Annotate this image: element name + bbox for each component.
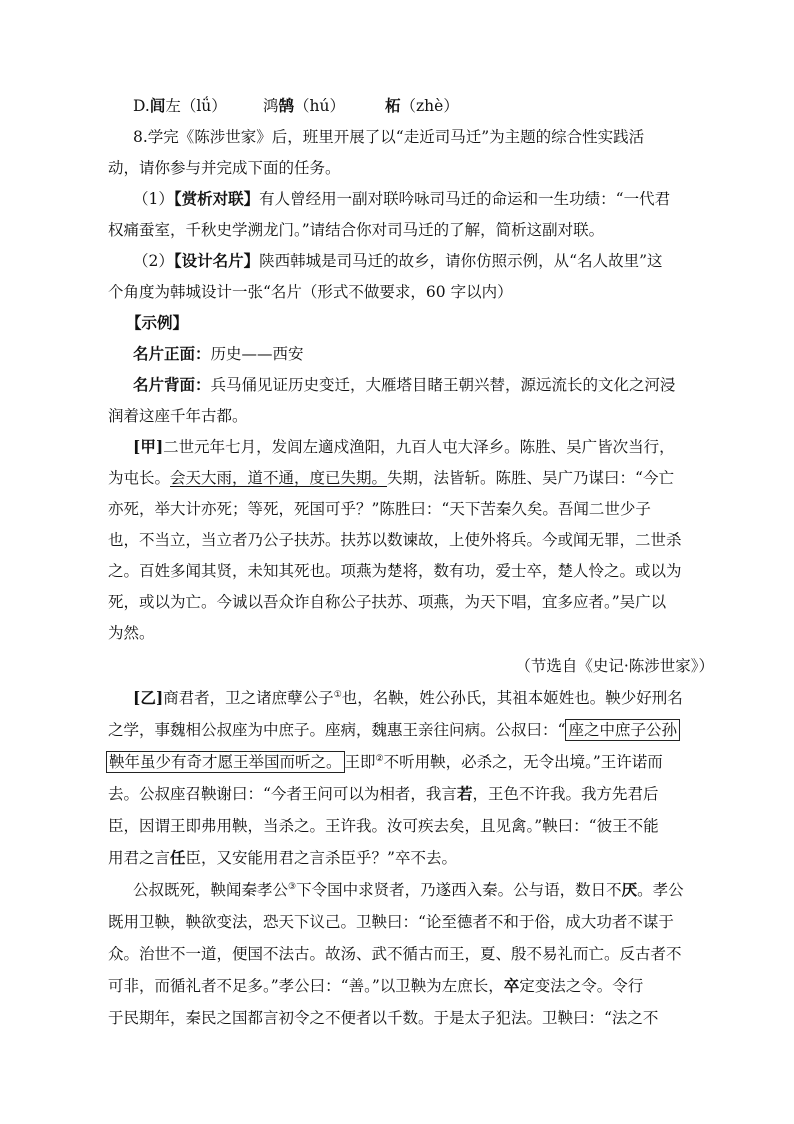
- task2-text2: 个角度为韩城设计一张“名片（形式不做要求，60 字以内）: [108, 283, 513, 301]
- passage-a-source: （节选自《史记·陈涉世家》）: [515, 657, 714, 675]
- option-d-word1-bold: 闾: [149, 96, 166, 115]
- passage-b-text3b: 不听用鞅，必杀之，无令出境。”王许诺而: [383, 753, 663, 771]
- task2-number: （2）: [133, 252, 174, 270]
- option-d-word1-rest: 左（lǘ）: [165, 97, 227, 115]
- q8-intro-line1: 8.学完《陈涉世家》后，班里开展了以“走近司马迁”为主题的综合性实践活: [133, 128, 645, 146]
- passage-b-boxed-sentence-part1: 座之中庶子公孙: [565, 719, 680, 741]
- passage-a-text2b: 失期，法皆斩。陈胜、吴广乃谋曰：“今亡: [387, 469, 674, 487]
- passage-b-text4b: ，王色不许我。我方先君后: [472, 785, 659, 803]
- passage-b-text5: 臣，因谓王即弗用鞅，当杀之。王许我。汝可疾去矣，且见禽。”鞅曰：“彼王不能: [108, 817, 659, 835]
- passage-b-bold-word-zu: 卒: [503, 976, 520, 995]
- passage-b-label: [乙]: [133, 688, 164, 707]
- option-d-word3-bold: 柘: [385, 96, 401, 115]
- card-back-text1: 兵马俑见证历史变迁，大雁塔目睹王朝兴替，源远流长的文化之河浸: [210, 376, 676, 394]
- footnote-marker-2: ②: [375, 754, 384, 764]
- passage-b-text8: 既用卫鞅，鞅欲变法，恐天下议己。卫鞅曰：“论至德者不和于俗，成大功者不谋于: [108, 913, 674, 931]
- option-d-word3-rest: （zhè）: [400, 97, 459, 115]
- option-d-label: D.: [133, 97, 150, 115]
- option-d-word2-rest: （hú）: [294, 97, 345, 115]
- passage-b-text7c: 。孝公: [637, 881, 684, 899]
- passage-a-text6: 死，或以为亡。今诚以吾众诈自称公子扶苏、项燕，为天下唱，宜多应者。”吴广以: [108, 593, 667, 611]
- footnote-marker-3: ③: [288, 882, 297, 892]
- example-label: 【示例】: [126, 313, 189, 332]
- footnote-marker-1: ①: [333, 690, 342, 700]
- task1-title: 【赏析对联】: [173, 189, 260, 208]
- task1-text1: 有人曾经用一副对联吟咏司马迁的命运和一生功绩：“一代君: [259, 190, 671, 208]
- passage-b-text7a: 公叔既死，鞅闻秦孝公: [133, 881, 289, 899]
- passage-b-text6a: 用君之言: [108, 849, 171, 867]
- passage-a-text5: 之。百姓多闻其贤，未知其死也。项燕为楚将，数有功，爱士卒，楚人怜之。或以为: [108, 562, 682, 580]
- option-d-word2-first: 鸿: [263, 97, 279, 115]
- passage-b-text10a: 可非，而循礼者不足多。”孝公曰：“善。”以卫鞅为左庶长，: [108, 977, 504, 995]
- passage-b-text6b: 臣，又安能用君之言杀臣乎？”卒不去。: [185, 849, 457, 867]
- card-back-text2: 润着这座千年古都。: [108, 407, 248, 425]
- task2-title: 【设计名片】: [173, 251, 260, 270]
- passage-b-boxed-sentence-part2: 鞅年虽少有奇才愿王举国而听之。: [106, 751, 345, 773]
- passage-a-label: [甲]: [133, 437, 164, 456]
- passage-b-bold-word-yan: 厌: [621, 880, 638, 899]
- card-front-label: 名片正面：: [133, 344, 211, 363]
- passage-b-text1a: 商君者，卫之诸庶孽公子: [163, 689, 334, 707]
- passage-b-text4a: 去。公叔座召鞅谢曰：“今者王问可以为相者，我言: [108, 785, 457, 803]
- task1-number: （1）: [133, 190, 174, 208]
- passage-b-text1b: 也，名鞅，姓公孙氏，其祖本姬姓也。鞅少好刑名: [341, 689, 683, 707]
- task1-text2: 权痛蚕室，千秋史学溯龙门。”请结合你对司马迁的了解，简析这副对联。: [108, 221, 605, 239]
- passage-a-text3: 亦死，举大计亦死；等死，死国可乎？”陈胜曰：“天下苦秦久矣。吾闻二世少子: [108, 500, 651, 518]
- passage-a-text2a: 为屯长。: [108, 469, 171, 487]
- passage-b-bold-word-ren: 任: [170, 848, 186, 867]
- passage-a-text1: 二世元年七月，发闾左適戍渔阳，九百人屯大泽乡。陈胜、吴广皆次当行，: [163, 438, 675, 456]
- passage-b-text9: 众。治世不一道，便国不法古。故汤、武不循古而王，夏、殷不易礼而亡。反古者不: [108, 945, 682, 963]
- q8-intro-line2: 动，请你参与并完成下面的任务。: [108, 159, 341, 177]
- card-front-text: 历史——西安: [210, 345, 304, 363]
- passage-b-bold-word-ruo: 若: [456, 784, 473, 803]
- card-back-label: 名片背面：: [133, 375, 211, 394]
- passage-b-text2a: 之学，事魏相公叔座为中庶子。座病，魏惠王亲往问病。公叔曰：“: [108, 721, 566, 739]
- option-d-word2-bold: 鹄: [278, 96, 295, 115]
- passage-a-text4: 也，不当立，当立者乃公子扶苏。扶苏以数谏故，上使外将兵。今或闻无罪，二世杀: [108, 531, 682, 549]
- passage-a-underlined-sentence: 会天大雨，道不通，度已失期。: [170, 469, 388, 487]
- task2-text1: 陕西韩城是司马迁的故乡，请你仿照示例，从“名人故里”这: [259, 252, 663, 270]
- passage-a-text7: 为然。: [108, 624, 155, 642]
- passage-b-text7b: 下令国中求贤者，乃遂西入秦。公与语，数日不: [296, 881, 622, 899]
- passage-b-text10b: 定变法之令。令行: [519, 977, 644, 995]
- passage-b-text3a: 王即: [344, 753, 376, 771]
- passage-b-text11: 于民期年，秦民之国都言初令之不便者以千数。于是太子犯法。卫鞅曰：“法之不: [108, 1009, 659, 1027]
